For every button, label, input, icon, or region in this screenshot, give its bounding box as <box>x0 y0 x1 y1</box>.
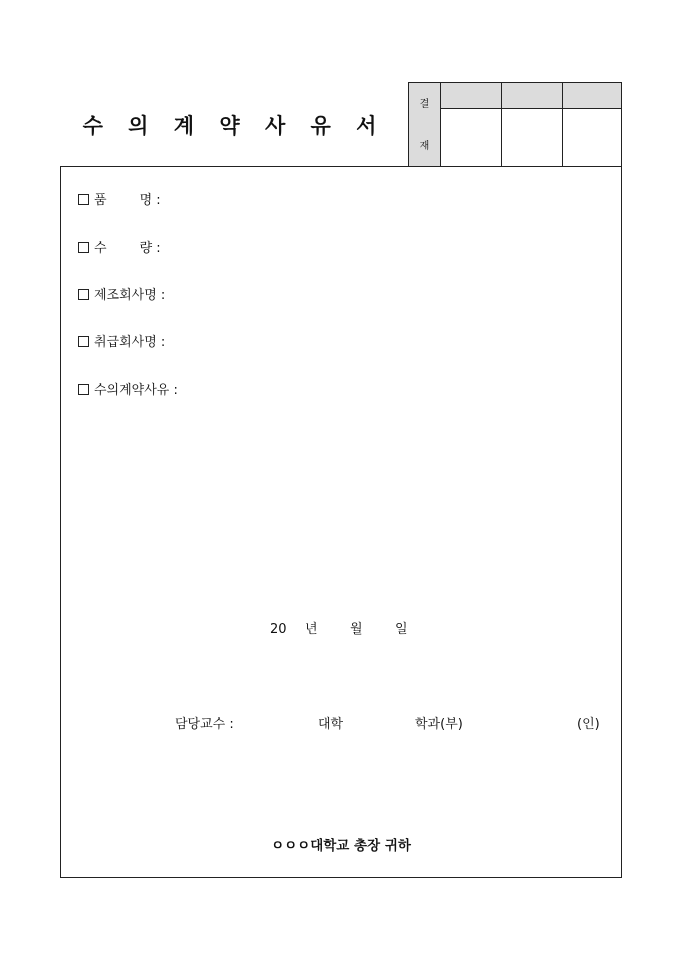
form-body <box>60 166 622 878</box>
field-item-reason <box>78 383 178 399</box>
closing-addressee: ㅇㅇㅇ대학교 총장 귀하 <box>271 838 411 854</box>
checkbox-icon <box>78 194 89 205</box>
field-label: 수의계약사유 : <box>94 383 178 398</box>
field-item-quantity <box>78 241 161 257</box>
field-item-manufacturer <box>78 288 165 304</box>
checkbox-icon <box>78 384 89 395</box>
checkbox-icon <box>78 336 89 347</box>
approval-header-cell-2 <box>501 83 562 109</box>
date-day-label: 일 <box>395 622 408 637</box>
approval-label-top: 결 <box>419 99 430 110</box>
date-month-label: 월 <box>350 622 363 637</box>
approval-sign-cell-3[interactable] <box>563 109 621 167</box>
approval-table <box>408 82 622 167</box>
date-year-label: 년 <box>305 622 318 637</box>
date-year-prefix: 20 <box>270 622 287 637</box>
approval-sign-cell-1[interactable] <box>442 109 501 167</box>
document-title: 수 의 계 약 사 유 서 <box>82 113 386 138</box>
field-label: 제조회사명 : <box>94 288 166 303</box>
approval-sign-cell-2[interactable] <box>502 109 562 167</box>
field-label: 품 명 : <box>94 193 161 208</box>
field-item-dealer <box>78 335 165 351</box>
field-item-name <box>78 193 161 209</box>
signature-seal-label: (인) <box>577 717 600 732</box>
approval-label-cell <box>409 83 441 167</box>
field-label: 취급회사명 : <box>94 335 166 350</box>
signature-role-label: 담당교수 : <box>175 717 234 732</box>
approval-header-cell-3 <box>562 83 621 109</box>
signature-college-label: 대학 <box>318 717 344 732</box>
checkbox-icon <box>78 289 89 300</box>
approval-header-cell-1 <box>441 83 501 109</box>
field-label: 수 량 : <box>94 241 161 256</box>
checkbox-icon <box>78 242 89 253</box>
approval-label-bottom: 재 <box>419 141 430 152</box>
signature-department-label: 학과(부) <box>415 717 463 732</box>
